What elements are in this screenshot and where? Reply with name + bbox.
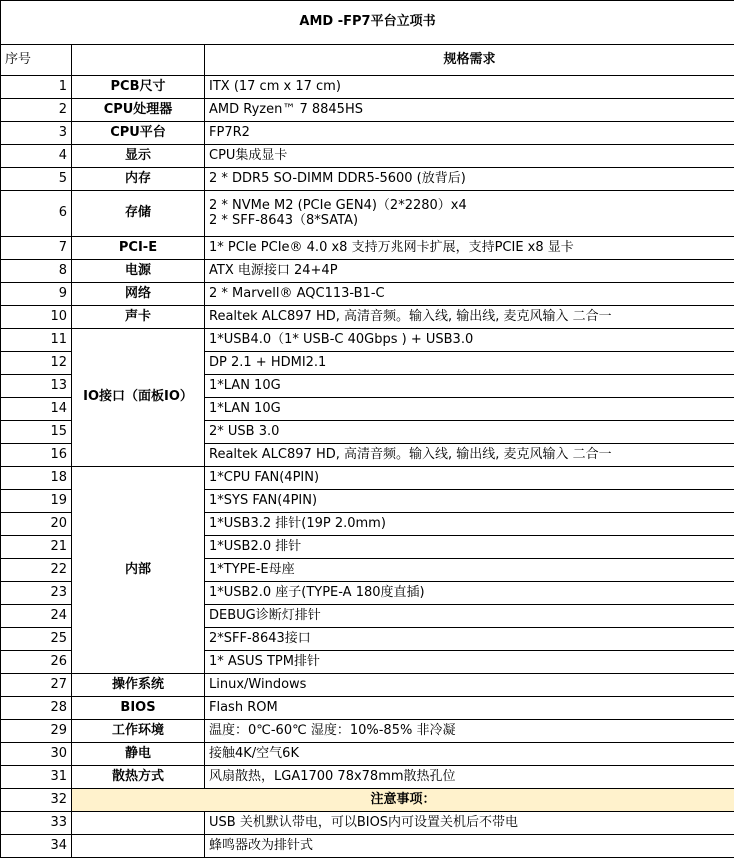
row-category[interactable]: 存储 bbox=[72, 191, 205, 237]
row-number[interactable]: 25 bbox=[1, 628, 72, 651]
row-number[interactable]: 8 bbox=[1, 260, 72, 283]
row-category[interactable]: 静电 bbox=[72, 743, 205, 766]
row-spec-line: 2 * SFF-8643（8*SATA) bbox=[209, 212, 359, 228]
row-number[interactable]: 28 bbox=[1, 697, 72, 720]
row-spec[interactable]: DEBUG诊断灯排针 bbox=[205, 605, 734, 628]
row-number[interactable]: 21 bbox=[1, 536, 72, 559]
row-category[interactable] bbox=[72, 835, 205, 858]
row-spec[interactable]: Linux/Windows bbox=[205, 674, 734, 697]
row-spec[interactable]: 1*USB3.2 排针(19P 2.0mm) bbox=[205, 513, 734, 536]
row-spec[interactable]: 1*LAN 10G bbox=[205, 398, 734, 421]
table-row bbox=[1, 720, 734, 743]
row-spec[interactable]: FP7R2 bbox=[205, 122, 734, 145]
row-category[interactable]: PCB尺寸 bbox=[72, 76, 205, 99]
header-category[interactable] bbox=[72, 45, 205, 76]
row-spec[interactable]: 2 * Marvell® AQC113-B1-C bbox=[205, 283, 734, 306]
row-category[interactable]: 散热方式 bbox=[72, 766, 205, 789]
table-row bbox=[1, 766, 734, 789]
row-number[interactable]: 2 bbox=[1, 99, 72, 122]
row-spec[interactable]: 2 * DDR5 SO-DIMM DDR5-5600 (放背后) bbox=[205, 168, 734, 191]
row-category[interactable]: BIOS bbox=[72, 697, 205, 720]
row-spec[interactable]: 1* PCIe PCIe® 4.0 x8 支持万兆网卡扩展，支持PCIE x8 显卡 bbox=[205, 237, 734, 260]
table-row bbox=[1, 812, 734, 835]
row-spec[interactable]: DP 2.1 + HDMI2.1 bbox=[205, 352, 734, 375]
row-number[interactable]: 26 bbox=[1, 651, 72, 674]
row-spec[interactable]: 1*CPU FAN(4PIN) bbox=[205, 467, 734, 490]
row-number[interactable]: 30 bbox=[1, 743, 72, 766]
row-category[interactable]: 显示 bbox=[72, 145, 205, 168]
row-number[interactable]: 15 bbox=[1, 421, 72, 444]
row-category[interactable]: CPU处理器 bbox=[72, 99, 205, 122]
table-row bbox=[1, 467, 734, 490]
table-row bbox=[1, 743, 734, 766]
row-spec[interactable]: 风扇散热，LGA1700 78x78mm散热孔位 bbox=[205, 766, 734, 789]
row-number[interactable]: 24 bbox=[1, 605, 72, 628]
row-number[interactable]: 3 bbox=[1, 122, 72, 145]
row-spec[interactable]: 1*USB2.0 排针 bbox=[205, 536, 734, 559]
row-number[interactable]: 1 bbox=[1, 76, 72, 99]
row-spec[interactable]: 1*USB2.0 座子(TYPE-A 180度直插) bbox=[205, 582, 734, 605]
row-spec[interactable]: CPU集成显卡 bbox=[205, 145, 734, 168]
row-spec[interactable]: 蜂鸣器改为排针式 bbox=[205, 835, 734, 858]
table-row bbox=[1, 283, 734, 306]
sheet-title[interactable]: AMD -FP7平台立项书 bbox=[1, 1, 734, 45]
row-spec[interactable]: 1*SYS FAN(4PIN) bbox=[205, 490, 734, 513]
row-number[interactable]: 10 bbox=[1, 306, 72, 329]
table-row bbox=[1, 674, 734, 697]
row-spec[interactable]: 1*TYPE-E母座 bbox=[205, 559, 734, 582]
row-number[interactable]: 14 bbox=[1, 398, 72, 421]
row-spec[interactable]: ITX (17 cm x 17 cm) bbox=[205, 76, 734, 99]
table-row bbox=[1, 697, 734, 720]
row-category[interactable]: 网络 bbox=[72, 283, 205, 306]
row-number[interactable]: 12 bbox=[1, 352, 72, 375]
row-spec[interactable]: AMD Ryzen™ 7 8845HS bbox=[205, 99, 734, 122]
notes-header-row bbox=[1, 789, 734, 812]
table-row bbox=[1, 835, 734, 858]
row-spec[interactable]: 1*LAN 10G bbox=[205, 375, 734, 398]
row-number[interactable]: 6 bbox=[1, 191, 72, 237]
row-number[interactable]: 27 bbox=[1, 674, 72, 697]
row-spec[interactable]: Realtek ALC897 HD, 高清音频。输入线, 输出线, 麦克风输入 二合一 bbox=[205, 306, 734, 329]
row-spec[interactable]: Flash ROM bbox=[205, 697, 734, 720]
table-row bbox=[1, 99, 734, 122]
row-category[interactable] bbox=[72, 812, 205, 835]
row-number[interactable]: 5 bbox=[1, 168, 72, 191]
table-row bbox=[1, 237, 734, 260]
notes-header[interactable]: 注意事项： bbox=[72, 789, 734, 812]
row-category[interactable]: 内存 bbox=[72, 168, 205, 191]
row-number[interactable]: 13 bbox=[1, 375, 72, 398]
internal-group-category[interactable]: 内部 bbox=[72, 467, 205, 674]
row-category[interactable]: 操作系统 bbox=[72, 674, 205, 697]
row-spec[interactable]: 1* ASUS TPM排针 bbox=[205, 651, 734, 674]
row-spec[interactable]: 2* USB 3.0 bbox=[205, 421, 734, 444]
table-row bbox=[1, 260, 734, 283]
row-category[interactable]: 声卡 bbox=[72, 306, 205, 329]
row-number[interactable]: 33 bbox=[1, 812, 72, 835]
row-number[interactable]: 19 bbox=[1, 490, 72, 513]
header-number[interactable]: 序号 bbox=[1, 45, 72, 76]
table-row bbox=[1, 76, 734, 99]
table-row bbox=[1, 168, 734, 191]
row-number[interactable]: 34 bbox=[1, 835, 72, 858]
row-category[interactable]: 电源 bbox=[72, 260, 205, 283]
table-row bbox=[1, 145, 734, 168]
io-group-category[interactable]: IO接口（面板IO） bbox=[72, 329, 205, 467]
row-number[interactable]: 31 bbox=[1, 766, 72, 789]
row-spec[interactable]: Realtek ALC897 HD, 高清音频。输入线, 输出线, 麦克风输入 二合一 bbox=[205, 444, 734, 467]
table-row bbox=[1, 122, 734, 145]
row-spec[interactable]: 2*SFF-8643接口 bbox=[205, 628, 734, 651]
row-spec[interactable]: USB 关机默认带电，可以BIOS内可设置关机后不带电 bbox=[205, 812, 734, 835]
row-spec[interactable]: 温度：0℃-60℃ 湿度：10%-85% 非冷凝 bbox=[205, 720, 734, 743]
row-number[interactable]: 16 bbox=[1, 444, 72, 467]
row-number[interactable]: 20 bbox=[1, 513, 72, 536]
row-spec-line: 2 * NVMe M2 (PCIe GEN4)（2*2280）x4 bbox=[209, 197, 467, 213]
row-number[interactable]: 23 bbox=[1, 582, 72, 605]
row-category[interactable]: PCI-E bbox=[72, 237, 205, 260]
row-number[interactable]: 4 bbox=[1, 145, 72, 168]
row-category[interactable]: CPU平台 bbox=[72, 122, 205, 145]
table-row bbox=[1, 329, 734, 352]
row-number[interactable]: 32 bbox=[1, 789, 72, 812]
row-number[interactable]: 18 bbox=[1, 467, 72, 490]
row-spec[interactable] bbox=[205, 191, 734, 237]
row-spec[interactable]: 1*USB4.0（1* USB-C 40Gbps ) + USB3.0 bbox=[205, 329, 734, 352]
row-number[interactable]: 7 bbox=[1, 237, 72, 260]
table-row bbox=[1, 306, 734, 329]
row-number[interactable]: 9 bbox=[1, 283, 72, 306]
row-spec[interactable]: ATX 电源接口 24+4P bbox=[205, 260, 734, 283]
row-spec[interactable]: 接触4K/空气6K bbox=[205, 743, 734, 766]
table-row bbox=[1, 191, 734, 237]
row-number[interactable]: 22 bbox=[1, 559, 72, 582]
row-category[interactable]: 工作环境 bbox=[72, 720, 205, 743]
row-number[interactable]: 11 bbox=[1, 329, 72, 352]
row-number[interactable]: 29 bbox=[1, 720, 72, 743]
header-spec[interactable]: 规格需求 bbox=[205, 45, 734, 76]
